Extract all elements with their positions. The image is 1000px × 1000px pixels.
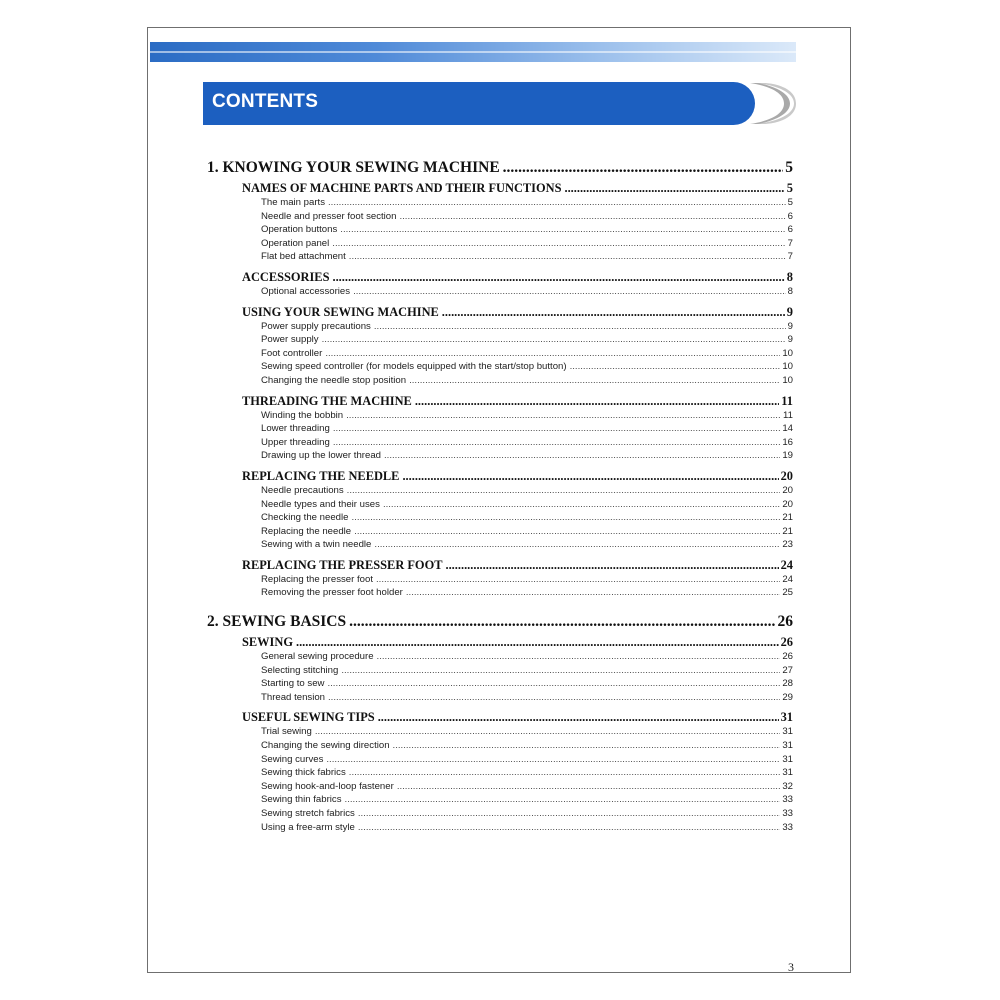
toc-item-page: 27 [782,664,793,676]
toc-item [207,539,793,553]
toc-item-page: 8 [787,285,793,297]
toc-item-title: Using a free-arm style [261,821,355,833]
dot-leader [325,348,780,359]
toc-item [207,574,793,588]
toc-item-page: 19 [782,450,793,462]
dot-leader [393,740,781,751]
toc-item-page: 16 [782,436,793,448]
toc-item-page: 31 [782,740,793,752]
toc-item-title: Drawing up the lower thread [261,450,381,462]
dot-leader [349,613,775,631]
dot-leader [402,469,778,484]
toc-item [207,499,793,513]
toc-item-title: Sewing with a twin needle [261,539,372,551]
dot-leader [341,665,780,676]
toc-item-page: 25 [782,587,793,599]
dot-leader [374,321,786,332]
toc-item-title: Checking the needle [261,512,349,524]
toc-item [207,754,793,768]
toc-item [207,348,793,362]
dot-leader [322,334,786,345]
toc-item-title: Removing the presser foot holder [261,587,403,599]
toc-item-title: Foot controller [261,347,323,359]
dot-leader [340,224,785,235]
dot-leader [409,375,780,386]
dot-leader [406,587,780,598]
toc-chapter [207,159,793,181]
toc-item [207,197,793,211]
toc-item [207,437,793,451]
toc-item-title: Lower threading [261,423,330,435]
toc-item-page: 31 [782,753,793,765]
toc-item [207,794,793,808]
toc-item [207,526,793,540]
dot-leader [328,197,786,208]
toc-item-title: Sewing hook-and-loop fastener [261,780,394,792]
dot-leader [332,270,784,285]
dot-leader [399,211,785,222]
toc-item-title: Operation buttons [261,224,338,236]
dot-leader [442,305,785,320]
toc-item [207,361,793,375]
toc-section [207,710,793,726]
toc-section-title: NAMES OF MACHINE PARTS AND THEIR FUNCTIONS [242,181,562,195]
toc-section [207,469,793,485]
toc-item [207,423,793,437]
toc-item-title: Needle and presser foot section [261,210,397,222]
toc-item [207,678,793,692]
toc-section-page: 9 [786,304,793,319]
dot-leader [332,238,785,249]
toc-item-page: 14 [782,423,793,435]
toc-item [207,512,793,526]
toc-item [207,822,793,836]
toc-item-title: Needle types and their uses [261,498,380,510]
toc-section-title: REPLACING THE NEEDLE [242,468,400,483]
dot-leader [327,678,780,689]
dot-leader [354,526,780,537]
toc-item-page: 10 [782,347,793,359]
dot-leader [358,808,780,819]
toc-item [207,321,793,335]
toc-item [207,286,793,300]
toc-item-page: 33 [782,794,793,806]
toc-item-page: 21 [782,525,793,537]
toc-item-title: Power supply [261,334,319,346]
toc-item-page: 7 [787,251,793,263]
toc-item-page: 10 [782,374,793,386]
toc-item [207,767,793,781]
toc-item-title: Trial sewing [261,726,312,738]
toc-chapter [207,613,793,635]
dot-leader [570,361,781,372]
toc-chapter-title: 2. SEWING BASICS [207,613,347,631]
dot-leader [415,394,779,409]
toc-item-page: 29 [782,691,793,703]
toc-item [207,740,793,754]
toc-section-page: 11 [781,393,793,408]
dot-leader [333,437,781,448]
toc-item-page: 7 [787,237,793,249]
dot-leader [328,692,780,703]
toc-item-title: Sewing thin fabrics [261,794,342,806]
toc-section-title: SEWING [242,635,293,650]
toc-item [207,781,793,795]
page-title: CONTENTS [212,91,319,112]
toc-item-title: Thread tension [261,691,325,703]
toc-item [207,651,793,665]
toc-section [207,305,793,321]
dot-leader [349,767,781,778]
toc-item-title: Replacing the needle [261,525,352,537]
toc-item-page: 33 [782,821,793,833]
toc-item-page: 6 [787,224,793,236]
dot-leader [333,423,781,434]
toc-section [207,558,793,574]
dot-leader [347,485,781,496]
toc-section-page: 26 [780,635,793,650]
toc-item-page: 26 [782,651,793,663]
toc-item [207,587,793,601]
toc-item-title: Operation panel [261,237,330,249]
toc-item-title: Sewing stretch fabrics [261,808,355,819]
toc-item [207,410,793,424]
decorative-curve-icon [750,83,796,124]
dot-leader [376,574,780,585]
dot-leader [351,512,780,523]
toc-item-title: Starting to sew [261,678,325,690]
toc-item-title: General sewing procedure [261,651,374,663]
dot-leader [374,539,780,550]
toc-item [207,334,793,348]
toc-section [207,270,793,286]
toc-item-page: 10 [782,361,793,373]
dot-leader [326,754,780,765]
dot-leader [345,794,781,805]
toc-item-page: 6 [787,210,793,222]
dot-leader [346,410,781,421]
toc-item [207,211,793,225]
toc-chapter-title: 1. KNOWING YOUR SEWING MACHINE [207,159,500,176]
toc-item-page: 20 [782,498,793,510]
toc-item-title: Flat bed attachment [261,251,346,263]
toc-item-page: 9 [787,334,793,346]
toc-section-page: 31 [780,710,793,725]
toc-item [207,808,793,822]
toc-section [207,394,793,410]
toc-section [207,181,793,197]
dot-leader [384,450,780,461]
dot-leader [397,781,781,792]
toc-chapter-page: 5 [785,159,793,176]
toc-item [207,665,793,679]
toc-item-title: Changing the sewing direction [261,740,390,752]
toc-section-page: 24 [780,557,793,572]
toc-section-title: USEFUL SEWING TIPS [242,710,375,725]
toc-item [207,224,793,238]
toc-item [207,375,793,389]
page-number: 3 [788,960,794,974]
toc-item [207,726,793,740]
toc-item-page: 28 [782,678,793,690]
dot-leader [503,159,784,177]
toc-item-title: Sewing speed controller (for models equipped with the start/stop button) [261,361,567,373]
toc-item-title: Replacing the presser foot [261,573,373,585]
dot-leader [349,251,786,262]
toc-section-title: REPLACING THE PRESSER FOOT [242,557,443,572]
dot-leader [296,635,779,650]
dot-leader [383,499,780,510]
toc-item-page: 5 [787,197,793,208]
toc-item-title: Optional accessories [261,285,351,297]
toc-item [207,238,793,252]
toc-item-title: Sewing curves [261,753,324,765]
dot-leader [353,286,786,297]
toc-item-page: 11 [783,409,793,421]
toc-item-title: Selecting stitching [261,664,339,676]
dot-leader [445,558,778,573]
toc-item-page: 9 [787,320,793,332]
dot-leader [377,651,781,662]
toc-item-page: 32 [782,780,793,792]
toc-item [207,450,793,464]
toc-item-page: 31 [782,726,793,738]
toc-section-title: ACCESSORIES [242,269,330,284]
dot-leader [315,726,781,737]
toc-item [207,485,793,499]
toc-item-title: Needle precautions [261,484,344,496]
toc-item-title: Upper threading [261,436,330,448]
toc-section-title: THREADING THE MACHINE [242,393,412,408]
toc-item-page: 33 [782,808,793,819]
toc-section [207,635,793,651]
dot-leader [358,822,780,833]
toc-section-title: USING YOUR SEWING MACHINE [242,304,439,319]
header-gradient-band [150,42,796,62]
toc-item-title: The main parts [261,197,325,208]
toc-item-title: Power supply precautions [261,320,371,332]
toc-item-title: Changing the needle stop position [261,374,407,386]
manual-page [147,27,851,973]
contents-header-bar [203,82,755,125]
dot-leader [564,181,784,196]
toc-section-page: 5 [786,181,793,195]
toc-item-title: Sewing thick fabrics [261,767,346,779]
toc-section-page: 8 [786,269,793,284]
toc-item-page: 31 [782,767,793,779]
toc-chapter-page: 26 [777,613,793,631]
toc-item-page: 21 [782,512,793,524]
toc-section-page: 20 [780,468,793,483]
toc-item-page: 20 [782,484,793,496]
toc-item [207,251,793,265]
dot-leader [378,710,779,725]
toc-item-title: Winding the bobbin [261,409,344,421]
toc-item-page: 23 [782,539,793,551]
toc-item-page: 24 [782,573,793,585]
table-of-contents [207,156,793,835]
toc-item [207,692,793,706]
